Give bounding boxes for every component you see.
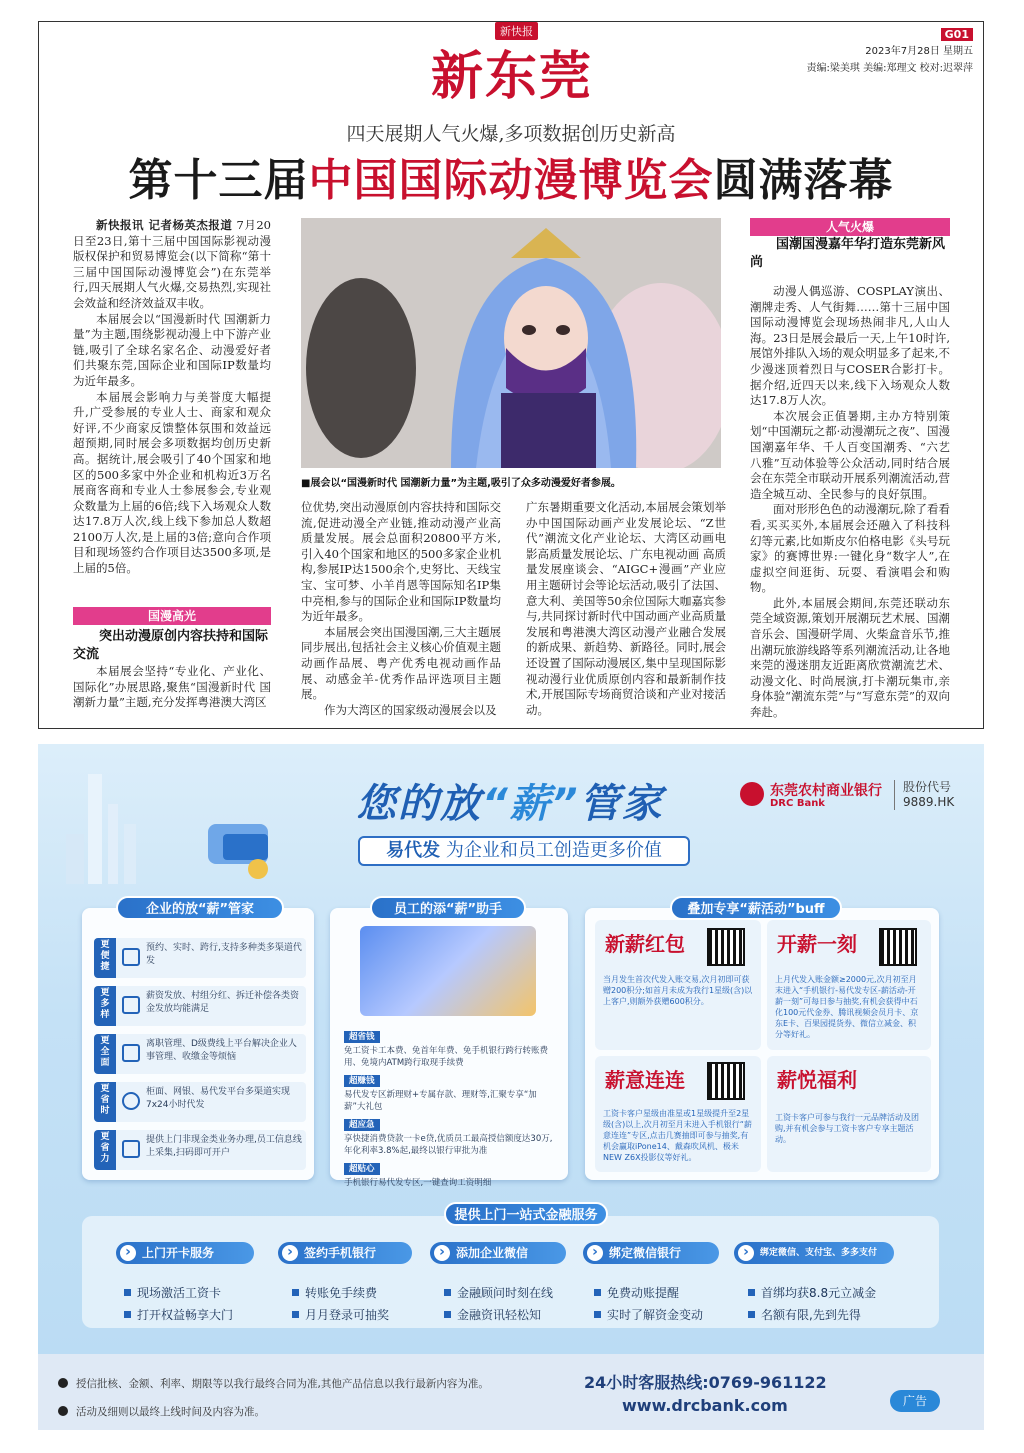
service-wechat-bank[interactable]: › 绑定微信银行: [583, 1242, 719, 1264]
disclaimer-text: 活动及细则以最终上线时间及内容为准。: [76, 1406, 265, 1418]
ad-footer: [38, 1354, 984, 1430]
promo-text: 工资卡客户星级由准星或1星级提升至2星级(含)以上,次月初至月末进入手机银行“薪意连连”专区,点击几赛抽即可参与抽奖,有机会赢取iPone14、戴森吹风机、极米NEW Z6X投影仪等好礼。: [603, 1109, 752, 1162]
employee-illustration: [360, 926, 536, 1016]
feature-text: 提供上门非现金类业务办理,员工信息线上采集,扫码即可开户: [146, 1135, 302, 1158]
bank-advertisement: [38, 744, 984, 1430]
promo-card: [767, 1056, 931, 1172]
article-paragraph: 本届展会影响力与美誉度大幅提升,广受参展的专业人士、商家和观众好评,不少商家反馈整体氛围和效益远超预期,同时展会多项数据均创历史新高。据统计,展会吸引了40个国家和地区的500多家中外企业和机构近3万名展商客商和专业人士参展参会,专业观众数量为上届的6倍;线下入场观众人数达17.8万人次,线上线下参加总人数超2100万人次,是上届的3倍;意向合作项目和现场签约合作项目达3500多项,是上届的5倍。: [73, 389, 271, 576]
editor-credits: 责编:梁美琪 美编:郑理文 校对:迟翠萍: [806, 63, 973, 74]
bank-icon: [122, 1140, 140, 1158]
ad-title-highlight: “薪”: [482, 781, 580, 827]
service-benefit: 名额有限,先到先得: [748, 1306, 861, 1323]
website-link[interactable]: www.drcbank.com: [622, 1396, 788, 1415]
service-mobile-banking[interactable]: › 签约手机银行: [278, 1242, 412, 1264]
feature-tag: 更省力: [94, 1130, 116, 1170]
promo-text: 当月发生首次代发入账交易,次月初即可获赠200积分;如首月未成为我行1星级(含)以上客户,则额外获赠600积分。: [603, 975, 753, 1006]
benefit-tag: 超应急: [344, 1119, 380, 1131]
feature-item: [94, 1130, 306, 1170]
headline-part1: 第十三届: [128, 155, 309, 206]
benefit-text: 享快捷消费贷款一卡e贷,优质员工最高授信额度达30万,年化利率3.8%起,最终以银行审批为准: [344, 1134, 553, 1156]
employee-features-panel: [330, 908, 568, 1188]
service-benefit: 免费动账提醒: [594, 1284, 679, 1301]
cosplay-photo: [301, 218, 721, 468]
service-benefit: 实时了解资金变动: [594, 1306, 703, 1323]
article-paragraph: 本届展会以“国漫新时代 国潮新力量”为主题,围绕影视动漫上中下游产业链,吸引了全球名家名企、动漫爱好者们共聚东莞,国际企业和国际IP数量均为近年最多。: [73, 311, 271, 388]
bank-english-name: DRC Bank: [770, 798, 825, 809]
article-column-1: [73, 218, 271, 577]
bank-logo: [740, 780, 962, 820]
masthead-badge: 新快报: [495, 22, 538, 40]
benefit-tag: 超赚钱: [344, 1075, 380, 1087]
promo-card: [767, 920, 931, 1050]
article-paragraph: 7月20日至23日,第十三届中国国际影视动漫版权保护和贸易博览会(以下简称“第十三届中国国际动漫博览会”)在东莞举行,四天展期人气火爆,交易热烈,实现社会效益和经济效益双丰收。: [73, 218, 271, 310]
section-label-right: 人气火爆: [750, 218, 950, 236]
article-paragraph: 本届展会突出国漫国潮,三大主题展同步展出,包括社会主义核心价值观主题动画作品展、粤产优秀电视动画作品展、动感金羊-优秀作品评选项目主题展。: [301, 624, 501, 702]
employee-benefit: [344, 1024, 554, 1069]
bank-mark-icon: [740, 782, 764, 806]
benefit-text: 免工资卡工本费、免首年年费、免手机银行跨行转账费用、免境内ATM跨行取现手续费: [344, 1046, 549, 1068]
service-benefit: 转账免手续费: [292, 1284, 377, 1301]
ad-subtitle-text: 为企业和员工创造更多价值: [440, 840, 662, 861]
article-paragraph: 广东暑期重要文化活动,本届展会策划举办中国国际动画产业发展论坛、“Z世代”潮流文化产业论坛、大湾区动画电影高质量发展论坛、广东电视动画 高质量发展座谈会、“AIGC+漫画”产业应用主题研讨会等论坛活动,吸引了法国、意大利、美国等50余位国际大咖嘉宾参与,共同探讨新时代中国动画产业高质量发展和粤港澳大湾区动漫产业融合发展的新成果、新趋势、新路径。同时,展会还设置了国际动漫展区,集中呈现国际影视动漫行业优质原创内容和最新制作技术,开展国际专场商贸洽谈和产业对接活动。: [526, 500, 726, 717]
qr-code-icon[interactable]: [707, 928, 745, 966]
article-paragraph: 本次展会正值暑期,主办方特别策划“中国潮玩之都·动漫潮玩之夜”、国漫国潮嘉年华、千人百变国潮秀、“六艺八雅”互动体验等公众活动,同时结合展会在东莞全市联动开展系列潮流活动,营造全城互动、全民参与的良好氛围。: [750, 408, 950, 501]
promo-text: 工资卡客户可参与我行一元品牌活动及团购,并有机会参与工资卡客户专享主题活动。: [775, 1113, 919, 1144]
stock-code-label: 股份代号: [903, 780, 952, 794]
headline-part2: 中国国际动漫博览会: [308, 155, 714, 206]
headline: [39, 144, 983, 208]
feature-tag: 更全面: [94, 1034, 116, 1074]
newspaper-page: [38, 21, 984, 729]
employee-benefit: [344, 1156, 554, 1189]
promotions-panel: [585, 908, 939, 1180]
ad-title: [356, 772, 664, 829]
feature-text: 柜面、网银、易代发平台多渠道实现7x24小时代发: [146, 1087, 291, 1110]
service-wecom[interactable]: › 添加企业微信: [430, 1242, 566, 1264]
service-benefit: 月月登录可抽奖: [292, 1306, 389, 1323]
service-benefit: 现场激活工资卡: [124, 1284, 221, 1301]
masthead-title: 新东莞: [430, 46, 593, 107]
feature-tag: 更省时: [94, 1082, 116, 1122]
section-label-left: 国漫高光: [73, 607, 271, 625]
clock-icon: [122, 1092, 140, 1110]
article-paragraph: 作为大湾区的国家级动漫展会以及: [324, 702, 497, 717]
bank-name: 东莞农村商业银行: [770, 783, 882, 799]
promo-card: [595, 920, 761, 1050]
promo-art-text: 薪意连连: [605, 1068, 685, 1092]
hotline: 24小时客服热线:0769-961122: [584, 1373, 827, 1392]
feature-item: [94, 1082, 306, 1122]
headline-part3: 圆满落幕: [713, 155, 894, 206]
benefit-text: 手机银行易代发专区,一键查询工资明细: [344, 1178, 492, 1188]
article-byline: 新快报讯 记者杨英杰报道: [96, 218, 233, 232]
services-panel-title: 提供上门一站式金融服务: [444, 1202, 608, 1226]
enterprise-panel-title: 企业的放“薪”管家: [116, 896, 284, 920]
phone-icon: [122, 948, 140, 966]
article-paragraph: 此外,本届展会期间,东莞还联动东莞全域资源,策划开展潮玩艺术展、国潮音乐会、国漫研学周、火柴盒音乐节,推出潮玩旅游线路等系列潮流活动,让各地来莞的漫迷朋友近距离欣赏潮流艺术、动漫文化、时尚展演,打卡潮玩集市,亲身体验“潮流东莞”与“写意东莞”的双向奔赴。: [750, 595, 950, 720]
service-benefit: 金融顾问时刻在线: [444, 1284, 553, 1301]
issue-date: 2023年7月28日 星期五: [865, 46, 973, 57]
benefit-text: 易代发专区新理财+专属存款、理财等,汇聚专享“加薪”大礼包: [344, 1090, 537, 1112]
benefit-tag: 超贴心: [344, 1163, 380, 1175]
ad-title-part2: 管家: [579, 781, 664, 827]
ad-subtitle-product: 易代发: [386, 840, 441, 861]
section-title-left: 突出动漫原创内容扶持和国际交流: [73, 629, 269, 662]
article-column-4: [750, 284, 950, 721]
page-code: G01: [941, 28, 973, 41]
city-skyline-icon: [58, 764, 288, 894]
disclaimer-text: 授信批核、金额、利率、期限等以我行最终合同为准,其他产品信息以我行最新内容为准。: [76, 1378, 489, 1390]
headline-subtitle: 四天展期人气火爆,多项数据创历史新高: [346, 123, 676, 145]
feature-item: [94, 938, 306, 978]
enterprise-features-panel: [82, 908, 314, 1180]
service-benefit: 首绑均获8.8元立减金: [748, 1284, 876, 1301]
promo-art-text: 薪悦福利: [777, 1068, 857, 1092]
promo-card: [595, 1056, 761, 1172]
service-payment-binding[interactable]: › 绑定微信、支付宝、多多支付: [734, 1242, 894, 1264]
employee-benefit: [344, 1068, 554, 1113]
article-column-2: [301, 500, 501, 718]
article-column-1b: [73, 664, 271, 711]
section-title-right: 国潮国漫嘉年华打造东莞新风尚: [750, 237, 946, 270]
feature-tag: 更多样: [94, 986, 116, 1026]
article-paragraph: 面对形形色色的动漫潮玩,除了看看看,买买买外,本届展会还融入了科技科幻等元素,比如斯皮尔伯格电影《头号玩家》的赛博世界:一键化身“数字人”,在虚拟空间逛街、玩耍、看演唱会和购物。: [750, 502, 950, 595]
ad-label: 广告: [890, 1390, 940, 1412]
feature-text: 预约、实时、跨行,支持多种类多渠道代发: [146, 943, 302, 966]
article-paragraph: 本届展会坚持“专业化、产业化、国际化”办展思路,聚焦“国漫新时代 国潮新力量”主题,充分发挥粤港澳大湾区: [73, 664, 271, 710]
service-onsite-card[interactable]: › 上门开卡服务: [116, 1242, 254, 1264]
feature-item: [94, 986, 306, 1026]
employee-benefit: [344, 1112, 554, 1157]
user-icon: [122, 1044, 140, 1062]
promo-art-text: 新薪红包: [605, 932, 685, 956]
promo-art-text: 开薪一刻: [777, 932, 857, 956]
photo-caption: ■展会以“国漫新时代 国潮新力量”为主题,吸引了众多动漫爱好者参展。: [301, 478, 621, 489]
feature-text: 离职管理、D级费线上平台解决企业人事管理、收缴金等烦恼: [146, 1039, 297, 1062]
qr-code-icon[interactable]: [879, 928, 917, 966]
feature-item: [94, 1034, 306, 1074]
service-benefit: 打开权益畅享大门: [124, 1306, 233, 1323]
article-column-3: [526, 500, 726, 718]
article-paragraph: 位优势,突出动漫原创内容扶持和国际交流,促进动漫全产业链,推动动漫产业高质量发展。展会总面积20800平方米,引入40个国家和地区的500多家企业机构,参展IP达1500余个,史努比、天线宝宝、宝可梦、小羊肖恩等国际知名IP集中亮相,参与的国际企业和国际IP数量均为近年最多。: [301, 500, 501, 624]
feature-text: 薪资发放、村组分红、拆迁补偿各类资金发放均能满足: [146, 991, 300, 1014]
promo-text: 上月代发入账金额≥2000元,次月初至月末进入“手机银行-易代发专区-薪活动-开薪一刻”可每日参与抽奖,有机会获得中石化100元代金券、腾讯视频会员月卡、京东E卡、百果园提货券、微信立减金、积分等好礼。: [775, 975, 919, 1039]
feature-tag: 更便捷: [94, 938, 116, 978]
ad-title-part1: 您的放: [356, 781, 482, 827]
benefit-tag: 超省钱: [344, 1031, 380, 1043]
stock-code: [894, 780, 954, 810]
wallet-icon: [122, 996, 140, 1014]
cosplay-photo-illustration: [301, 218, 721, 468]
stock-code-value: 9889.HK: [903, 795, 955, 809]
ad-subtitle: [358, 836, 690, 866]
qr-code-icon[interactable]: [707, 1062, 745, 1100]
promotions-panel-title: 叠加专享“薪活动”buff: [670, 896, 842, 920]
employee-panel-title: 员工的添“薪”助手: [370, 896, 526, 920]
service-benefit: 金融资讯轻松知: [444, 1306, 541, 1323]
article-paragraph: 动漫人偶巡游、COSPLAY演出、潮牌走秀、人气街舞……第十三届中国国际动漫博览会现场热闹非凡,人山人海。23日是展会最后一天,上午10时许,展馆外排队入场的观众明显多了起来,不少漫迷顶着烈日与COSER合影打卡。据介绍,近四天以来,线下入场观众人数达17.8万人次。: [750, 284, 950, 408]
